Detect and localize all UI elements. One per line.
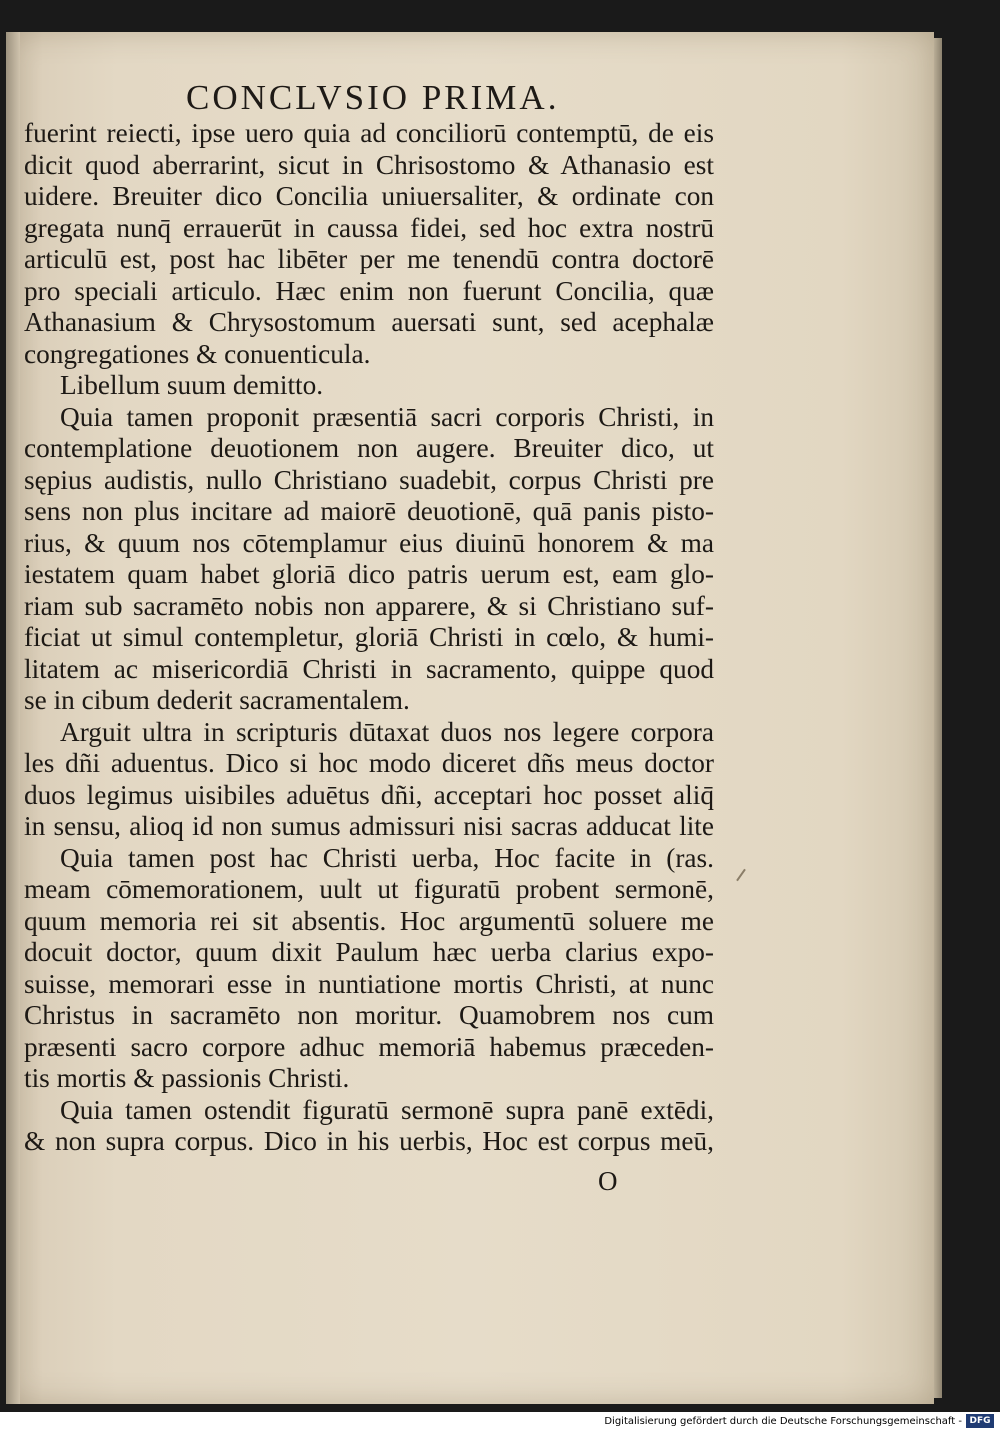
catchword: O (598, 1166, 618, 1196)
text-line: dicit quod aberrarint, sicut in Chrisostomo & Athanasio est (24, 149, 714, 180)
text-line: iestatem quam habet gloriā dico patris uerum est, eam glo- (24, 559, 714, 589)
text-line: sępius audistis, nullo Christiano suadebit, corpus Christi pre (24, 464, 714, 495)
text-line: sens non plus incitare ad maiorē deuotionē, quā panis pisto- (24, 496, 714, 526)
text-line: articulū est, post hac libēter per me tenendū contra doctorē (24, 244, 714, 274)
text-line: pro speciali articulo. Hæc enim non fuerunt Concilia, quæ (24, 275, 714, 306)
text-line: ficiat ut simul contempletur, gloriā Christi in cœlo, & humi- (24, 622, 714, 652)
text-line: in sensu, alioq id non sumus admissuri nisi sacras adducat lite (24, 811, 714, 841)
text-line: Quia tamen ostendit figuratū sermonē supra panē extēdi, (60, 1094, 714, 1125)
footer-credit: Digitalisierung gefördert durch die Deutsche Forschungsgemeinschaft - (604, 1416, 962, 1427)
text-line: meam cōmemorationem, uult ut figuratū probent sermonē, (24, 874, 714, 904)
text-line: præsenti sacro corpore adhuc memoriā habemus præceden- (24, 1031, 714, 1062)
running-head: CONCLVSIO PRIMA. (186, 78, 560, 117)
text-line: riam sub sacramēto nobis non apparere, & si Christiano suf- (24, 590, 714, 621)
text-line: gregata nunq̄ errauerūt in caussa fidei, sed hoc extra nostrū (24, 212, 714, 243)
text-line: congregationes & conuenticula. (24, 338, 371, 369)
text-line: Quia tamen post hac Christi uerba, Hoc facite in (ras. (60, 842, 714, 873)
text-line: contemplatione deuotionem non augere. Breuiter dico, ut (24, 433, 714, 463)
text-line: se in cibum dederit sacramentalem. (24, 685, 410, 715)
text-line: litatem ac misericordiā Christi in sacramento, quippe quod (24, 653, 714, 684)
text-line: Athanasium & Chrysostomum auersati sunt, sed acephalæ (24, 307, 714, 337)
text-line: fuerint reiecti, ipse uero quia ad conciliorū contemptū, de eis (24, 118, 714, 148)
text-line: uidere. Breuiter dico Concilia uniuersaliter, & ordinate con (24, 181, 714, 211)
text-line: docuit doctor, quum dixit Paulum hæc uerba clarius expo- (24, 937, 714, 967)
page-spine (6, 32, 20, 1404)
page-edge (934, 38, 942, 1398)
body-text (24, 118, 714, 1158)
text-line: Libellum suum demitto. (60, 370, 324, 400)
text-line: quum memoria rei sit absentis. Hoc argumentū soluere me (24, 905, 714, 936)
text-line: tis mortis & passionis Christi. (24, 1063, 350, 1093)
text-line: duos legimus uisibiles aduētus dñi, acceptari hoc posset aliq̄ (24, 779, 714, 810)
text-line: & non supra corpus. Dico in his uerbis, Hoc est corpus meū, (24, 1126, 714, 1156)
text-line: Christus in sacramēto non moritur. Quamobrem nos cum (24, 1000, 714, 1030)
text-line: les dñi aduentus. Dico si hoc modo diceret dñs meus doctor (24, 748, 714, 778)
text-line: rius, & quum nos cōtemplamur eius diuinū honorem & ma (24, 527, 714, 558)
text-line: Arguit ultra in scripturis dūtaxat duos nos legere corpora (60, 716, 714, 747)
text-line: Quia tamen proponit præsentiā sacri corporis Christi, in (60, 401, 714, 432)
dfg-logo-icon: DFG (966, 1414, 994, 1428)
text-line: suisse, memorari esse in nuntiatione mortis Christi, at nunc (24, 968, 714, 999)
